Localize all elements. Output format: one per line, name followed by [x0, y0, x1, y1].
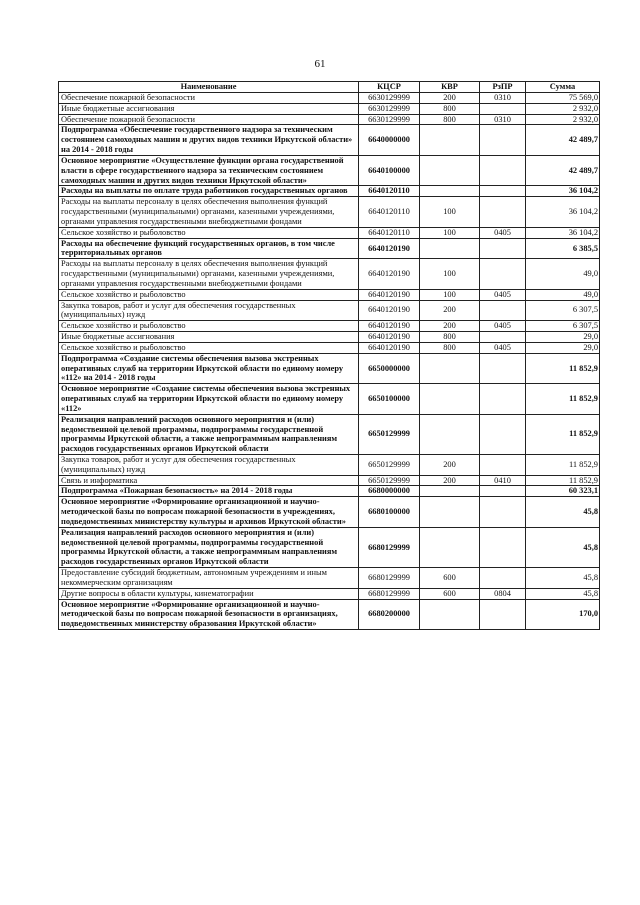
cell-sum: 29,0	[526, 332, 600, 343]
cell-kcsr: 6650129999	[359, 414, 420, 454]
cell-sum: 45,8	[526, 588, 600, 599]
cell-kcsr: 6680100000	[359, 497, 420, 527]
cell-kcsr: 6640000000	[359, 125, 420, 155]
cell-rzpr	[480, 300, 526, 321]
table-row	[59, 475, 600, 486]
cell-kvr: 200	[420, 454, 480, 475]
table-row	[59, 353, 600, 383]
cell-name: Основное мероприятие «Осуществление функции органа государственной власти в сфере государственного надзора за техническим состоянием самоходных машин и других видов техники Иркутской области»	[59, 155, 359, 185]
cell-sum: 170,0	[526, 599, 600, 629]
cell-sum: 45,8	[526, 497, 600, 527]
cell-sum: 6 385,5	[526, 238, 600, 259]
table-row	[59, 454, 600, 475]
cell-rzpr: 0405	[480, 227, 526, 238]
cell-sum: 45,8	[526, 527, 600, 567]
cell-rzpr: 0405	[480, 289, 526, 300]
cell-sum: 36 104,2	[526, 227, 600, 238]
header-name: Наименование	[59, 82, 359, 93]
cell-name: Расходы на обеспечение функций государственных органов, в том числе территориальных органов	[59, 238, 359, 259]
table-row	[59, 125, 600, 155]
cell-kvr	[420, 125, 480, 155]
cell-kcsr: 6640120110	[359, 227, 420, 238]
cell-kcsr: 6680129999	[359, 527, 420, 567]
cell-kcsr: 6630129999	[359, 93, 420, 104]
cell-name: Основное мероприятие «Формирование организационной и научно-методической базы по вопросам пожарной безопасности в учреждениях, подведомственных министерству культуры и архивов Иркутской области»	[59, 497, 359, 527]
cell-rzpr	[480, 332, 526, 343]
cell-kvr	[420, 186, 480, 197]
cell-name: Основное мероприятие «Формирование организационной и научно-методической базы по вопросам пожарной безопасности в организациях, подведомственных министерству образования Иркутской области»	[59, 599, 359, 629]
cell-kcsr: 6650000000	[359, 353, 420, 383]
cell-name: Сельское хозяйство и рыболовство	[59, 289, 359, 300]
table-row	[59, 486, 600, 497]
cell-rzpr: 0804	[480, 588, 526, 599]
cell-kvr: 600	[420, 588, 480, 599]
cell-kvr	[420, 238, 480, 259]
cell-name: Подпрограмма «Пожарная безопасность» на 2014 - 2018 годы	[59, 486, 359, 497]
cell-kvr: 600	[420, 568, 480, 589]
cell-name: Другие вопросы в области культуры, кинематографии	[59, 588, 359, 599]
cell-name: Основное мероприятие «Создание системы обеспечения вызова экстренных оперативных служб на территории Иркутской области по единому номеру «112»	[59, 384, 359, 414]
cell-sum: 11 852,9	[526, 414, 600, 454]
cell-sum: 11 852,9	[526, 384, 600, 414]
cell-rzpr: 0410	[480, 475, 526, 486]
cell-kvr	[420, 486, 480, 497]
cell-kcsr: 6640120190	[359, 342, 420, 353]
cell-name: Сельское хозяйство и рыболовство	[59, 321, 359, 332]
cell-kcsr: 6650129999	[359, 475, 420, 486]
cell-kvr: 800	[420, 342, 480, 353]
cell-rzpr	[480, 197, 526, 227]
cell-name: Связь и информатика	[59, 475, 359, 486]
cell-sum: 36 104,2	[526, 186, 600, 197]
cell-rzpr	[480, 186, 526, 197]
cell-name: Закупка товаров, работ и услуг для обеспечения государственных (муниципальных) нужд	[59, 454, 359, 475]
cell-kcsr: 6680000000	[359, 486, 420, 497]
cell-rzpr	[480, 353, 526, 383]
cell-rzpr	[480, 238, 526, 259]
cell-name: Обеспечение пожарной безопасности	[59, 114, 359, 125]
cell-name: Реализация направлений расходов основного мероприятия и (или) ведомственной целевой программы, подпрограммы государственной программы Иркутской области, а также непрограммным направлениям расходов государственных органов Иркутской области	[59, 414, 359, 454]
cell-kcsr: 6640120190	[359, 259, 420, 289]
table-row	[59, 103, 600, 114]
table-row	[59, 238, 600, 259]
cell-name: Иные бюджетные ассигнования	[59, 103, 359, 114]
budget-table	[58, 81, 600, 630]
cell-name: Сельское хозяйство и рыболовство	[59, 342, 359, 353]
table-body	[59, 93, 600, 630]
header-rzpr: РзПР	[480, 82, 526, 93]
cell-name: Подпрограмма «Обеспечение государственного надзора за техническим состоянием самоходных машин и других видов техники Иркутской области» на 2014 - 2018 годы	[59, 125, 359, 155]
cell-kcsr: 6640120110	[359, 186, 420, 197]
header-kcsr: КЦСР	[359, 82, 420, 93]
cell-kvr	[420, 497, 480, 527]
cell-rzpr	[480, 497, 526, 527]
cell-rzpr: 0405	[480, 321, 526, 332]
table-row	[59, 197, 600, 227]
header-kvr: КВР	[420, 82, 480, 93]
cell-sum: 36 104,2	[526, 197, 600, 227]
cell-kvr: 800	[420, 103, 480, 114]
table-row	[59, 414, 600, 454]
cell-sum: 49,0	[526, 259, 600, 289]
cell-kcsr: 6640120190	[359, 321, 420, 332]
cell-kvr: 800	[420, 114, 480, 125]
cell-kcsr: 6630129999	[359, 114, 420, 125]
cell-sum: 42 489,7	[526, 125, 600, 155]
cell-sum: 11 852,9	[526, 475, 600, 486]
cell-name: Обеспечение пожарной безопасности	[59, 93, 359, 104]
table-row	[59, 300, 600, 321]
table-header-row	[59, 82, 600, 93]
cell-name: Реализация направлений расходов основного мероприятия и (или) ведомственной целевой программы, подпрограммы государственной программы Иркутской области, а также непрограммным направлениям расходов государственных органов Иркутской области	[59, 527, 359, 567]
cell-sum: 6 307,5	[526, 321, 600, 332]
cell-kcsr: 6640120190	[359, 332, 420, 343]
cell-sum: 2 932,0	[526, 103, 600, 114]
table-row	[59, 227, 600, 238]
cell-kcsr: 6630129999	[359, 103, 420, 114]
cell-kvr	[420, 384, 480, 414]
cell-kvr	[420, 599, 480, 629]
cell-sum: 45,8	[526, 568, 600, 589]
cell-name: Расходы на выплаты по оплате труда работников государственных органов	[59, 186, 359, 197]
cell-kcsr: 6640120190	[359, 238, 420, 259]
cell-kcsr: 6650129999	[359, 454, 420, 475]
cell-name: Закупка товаров, работ и услуг для обеспечения государственных (муниципальных) нужд	[59, 300, 359, 321]
cell-kcsr: 6640100000	[359, 155, 420, 185]
cell-sum: 60 323,1	[526, 486, 600, 497]
cell-kvr	[420, 155, 480, 185]
table-row	[59, 568, 600, 589]
cell-kvr: 200	[420, 93, 480, 104]
cell-kvr: 100	[420, 289, 480, 300]
cell-rzpr	[480, 155, 526, 185]
cell-name: Подпрограмма «Создание системы обеспечения вызова экстренных оперативных служб на территории Иркутской области по единому номеру «112» на 2014 - 2018 годы	[59, 353, 359, 383]
table-row	[59, 289, 600, 300]
cell-kcsr: 6680129999	[359, 588, 420, 599]
table-row	[59, 186, 600, 197]
cell-name: Предоставление субсидий бюджетным, автономным учреждениям и иным некоммерческим организациям	[59, 568, 359, 589]
cell-rzpr	[480, 568, 526, 589]
table-row	[59, 259, 600, 289]
cell-rzpr: 0310	[480, 114, 526, 125]
cell-kvr	[420, 527, 480, 567]
cell-kcsr: 6640120190	[359, 300, 420, 321]
table-row	[59, 342, 600, 353]
table-row	[59, 599, 600, 629]
cell-kvr: 200	[420, 321, 480, 332]
cell-rzpr	[480, 486, 526, 497]
cell-sum: 29,0	[526, 342, 600, 353]
cell-kvr: 100	[420, 259, 480, 289]
table-row	[59, 114, 600, 125]
cell-rzpr	[480, 414, 526, 454]
table-row	[59, 321, 600, 332]
cell-kcsr: 6680129999	[359, 568, 420, 589]
cell-name: Иные бюджетные ассигнования	[59, 332, 359, 343]
page-number: 61	[314, 58, 326, 70]
cell-sum: 49,0	[526, 289, 600, 300]
cell-kvr: 200	[420, 475, 480, 486]
table-row	[59, 497, 600, 527]
table-row	[59, 588, 600, 599]
table-row	[59, 93, 600, 104]
cell-sum: 2 932,0	[526, 114, 600, 125]
cell-name: Расходы на выплаты персоналу в целях обеспечения выполнения функций государственными (муниципальными) органами, казенными учреждениями, органами управления государственными внебюджетными фондами	[59, 197, 359, 227]
header-sum: Сумма	[526, 82, 600, 93]
cell-kcsr: 6640120190	[359, 289, 420, 300]
table-row	[59, 155, 600, 185]
cell-rzpr	[480, 454, 526, 475]
cell-kvr	[420, 353, 480, 383]
cell-rzpr	[480, 527, 526, 567]
cell-rzpr	[480, 103, 526, 114]
cell-rzpr	[480, 125, 526, 155]
cell-rzpr: 0405	[480, 342, 526, 353]
cell-kvr	[420, 414, 480, 454]
cell-sum: 11 852,9	[526, 454, 600, 475]
cell-kvr: 200	[420, 300, 480, 321]
cell-name: Сельское хозяйство и рыболовство	[59, 227, 359, 238]
cell-rzpr	[480, 259, 526, 289]
cell-rzpr: 0310	[480, 93, 526, 104]
cell-kcsr: 6640120110	[359, 197, 420, 227]
table-row	[59, 527, 600, 567]
cell-sum: 75 569,0	[526, 93, 600, 104]
table-row	[59, 384, 600, 414]
cell-kvr: 100	[420, 227, 480, 238]
cell-kvr: 800	[420, 332, 480, 343]
table-row	[59, 332, 600, 343]
cell-kcsr: 6650100000	[359, 384, 420, 414]
cell-sum: 11 852,9	[526, 353, 600, 383]
cell-sum: 6 307,5	[526, 300, 600, 321]
cell-kcsr: 6680200000	[359, 599, 420, 629]
cell-name: Расходы на выплаты персоналу в целях обеспечения выполнения функций государственными (муниципальными) органами, казенными учреждениями, органами управления государственными внебюджетными фондами	[59, 259, 359, 289]
cell-kvr: 100	[420, 197, 480, 227]
cell-rzpr	[480, 384, 526, 414]
cell-rzpr	[480, 599, 526, 629]
cell-sum: 42 489,7	[526, 155, 600, 185]
